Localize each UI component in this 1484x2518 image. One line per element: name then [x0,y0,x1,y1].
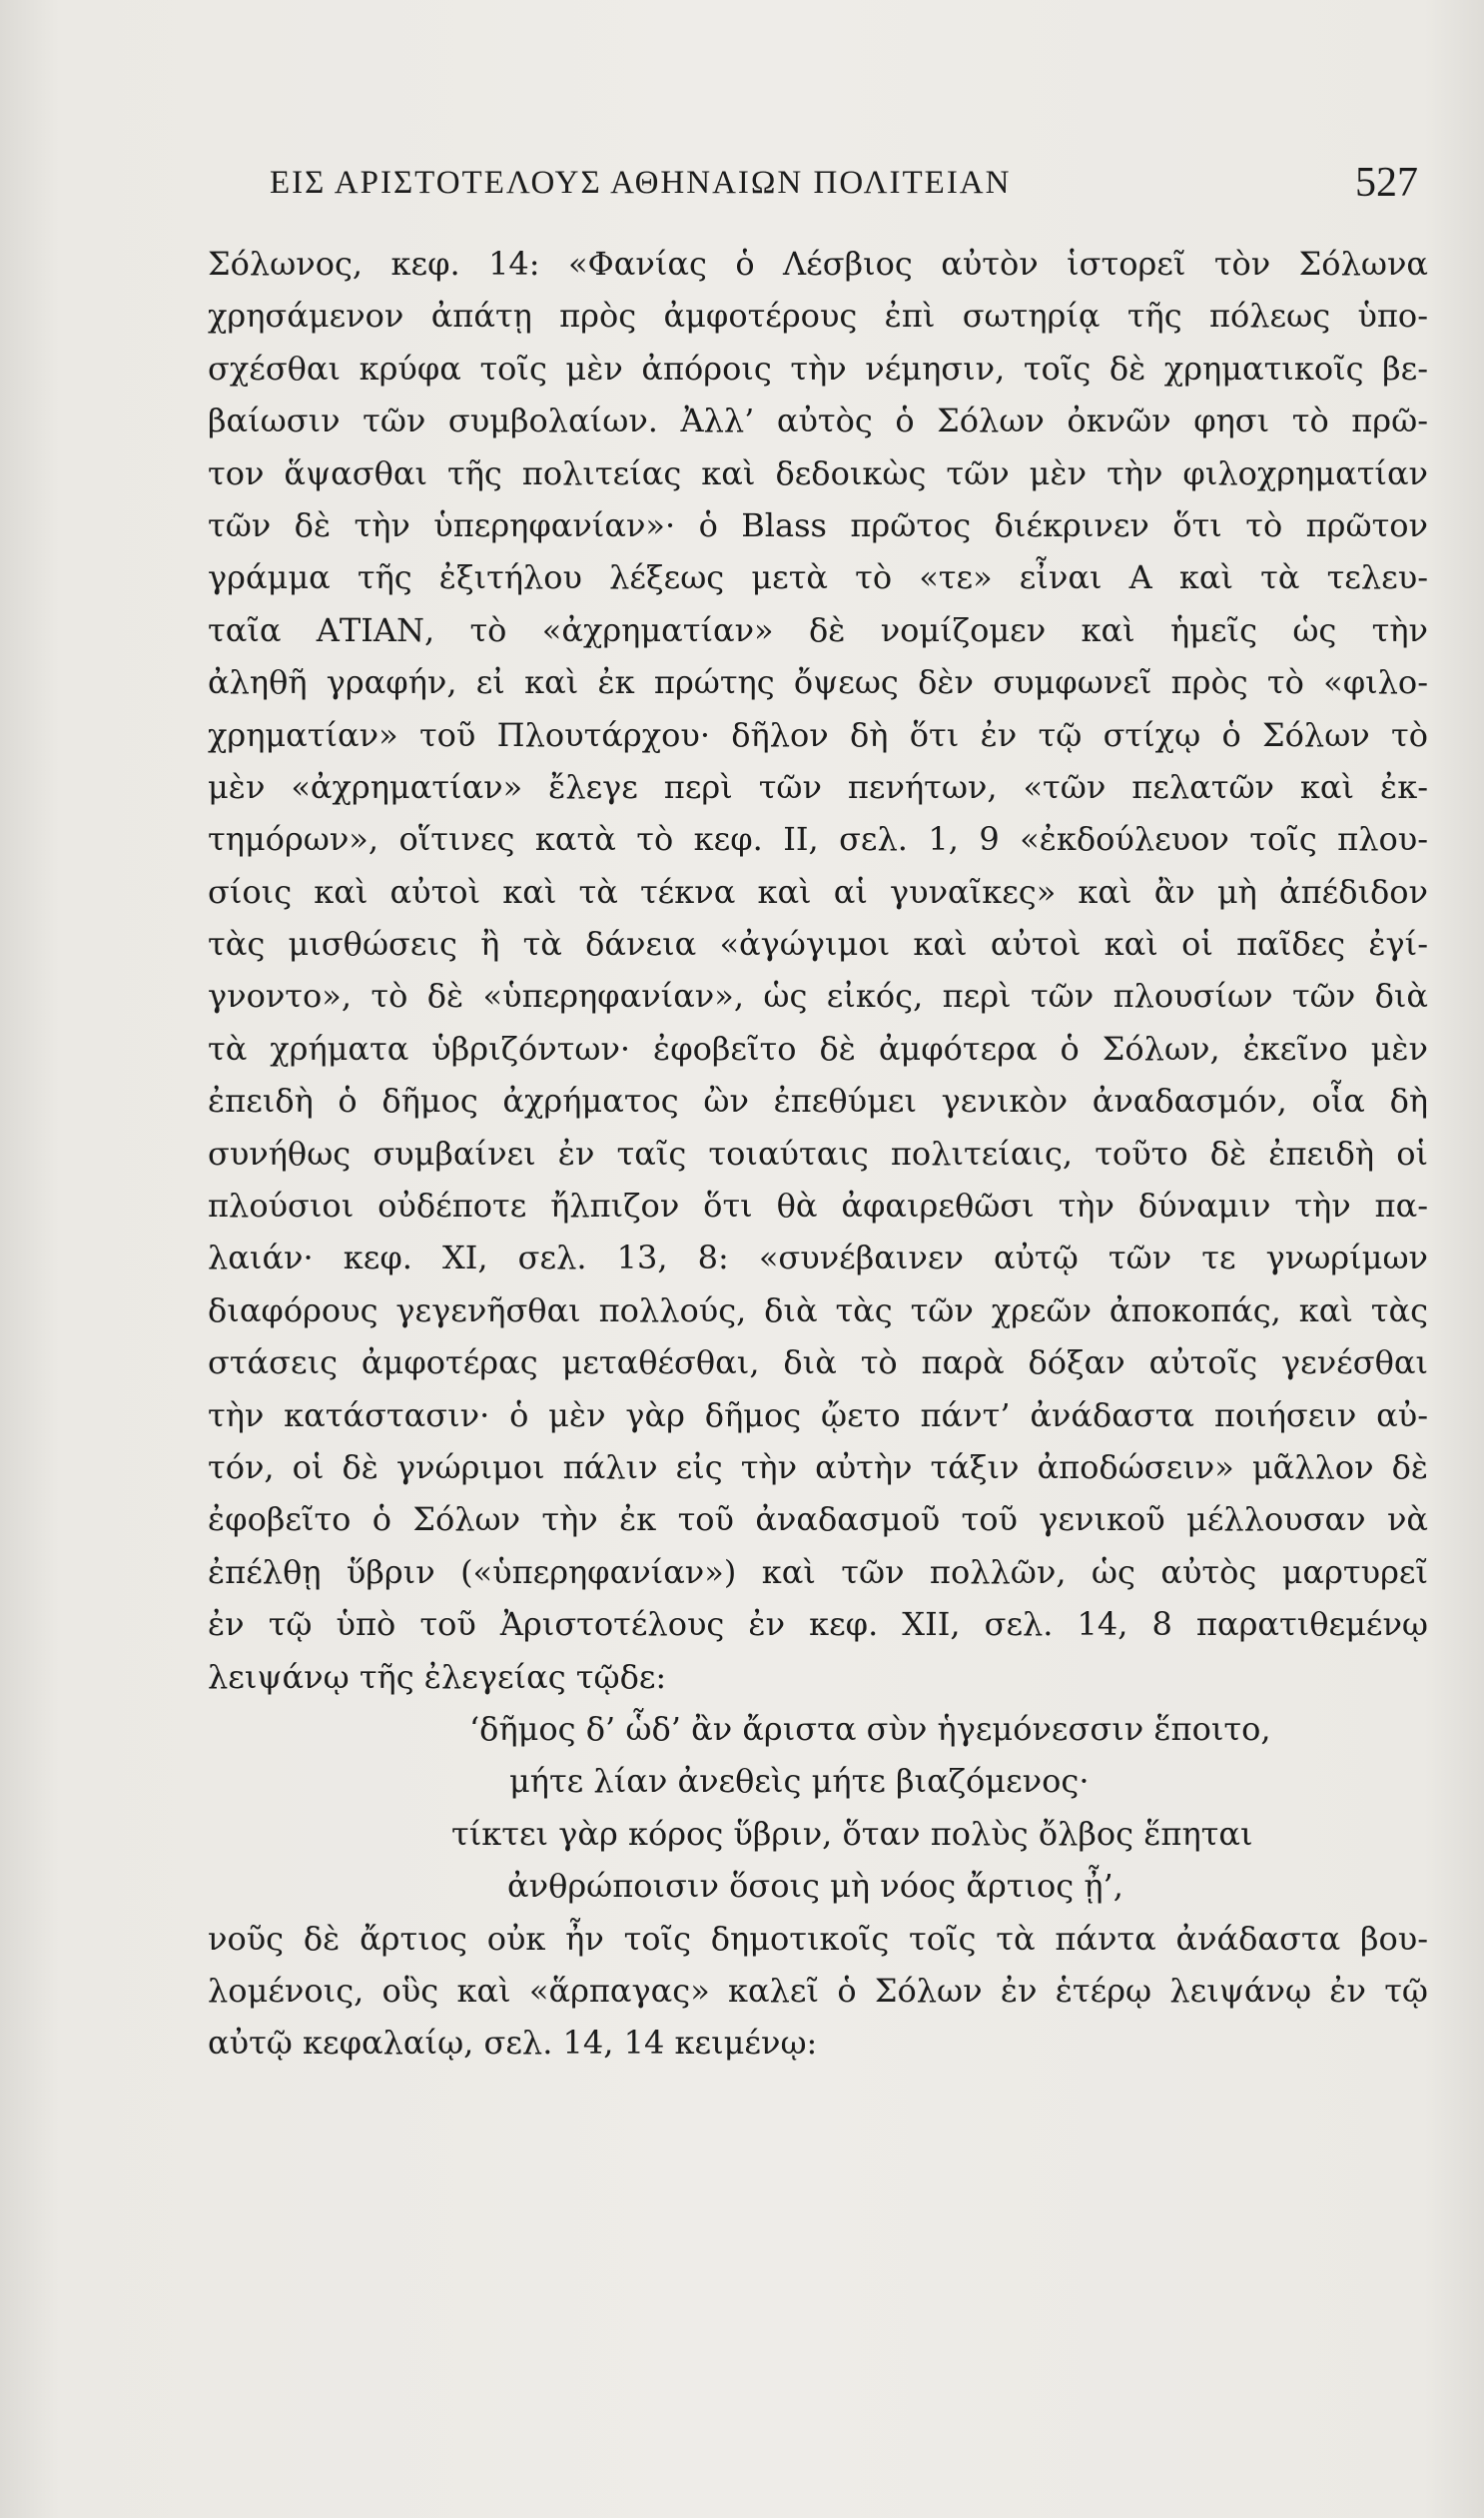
page-header [270,160,1418,215]
text-line: τὰ χρήματα ὑβριζόντων· ἐφοβεῖτο δὲ ἀμφότερα ὁ Σόλων, ἐκεῖνο μὲν [208,1029,1428,1068]
text-line: τὰς μισθώσεις ἢ τὰ δάνεια «ἀγώγιμοι καὶ αὐτοὶ καὶ οἱ παῖδες ἐγί- [208,925,1428,964]
verse-line: τίκτει γὰρ κόρος ὕβριν, ὅταν πολὺς ὄλβος ἕπηται [451,1814,1253,1853]
text-line: Σόλωνος, κεφ. 14: «Φανίας ὁ Λέσβιος αὐτὸν ἱστορεῖ τὸν Σόλωνα [208,245,1428,283]
text-line: λομένοις, οὓς καὶ «ἅρπαγας» καλεῖ ὁ Σόλων ἐν ἑτέρῳ λειψάνῳ ἐν τῷ [208,1971,1428,2010]
verse-line: ‘δῆμος δ’ ὧδ’ ἂν ἄριστα σὺν ἡγεμόνεσσιν ἕποιτο, [469,1709,1271,1748]
body-text [208,238,1428,2070]
text-line: βαίωσιν τῶν συμβολαίων. Ἀλλ’ αὐτὸς ὁ Σόλων ὀκνῶν φησι τὸ πρῶ- [208,402,1428,440]
text-line: σίοις καὶ αὐτοὶ καὶ τὰ τέκνα καὶ αἱ γυναῖκες» καὶ ἂν μὴ ἀπέδιδον [208,872,1428,911]
text-line: λειψάνῳ τῆς ἐλεγείας τῷδε: [208,1657,667,1696]
text-line: τόν, οἱ δὲ γνώριμοι πάλιν εἰς τὴν αὐτὴν τάξιν ἀποδώσειν» μᾶλλον δὲ [208,1447,1428,1486]
text-line: αὐτῷ κεφαλαίῳ, σελ. 14, 14 κειμένῳ: [208,2024,818,2063]
text-line: ἐφοβεῖτο ὁ Σόλων τὴν ἐκ τοῦ ἀναδασμοῦ τοῦ γενικοῦ μέλλουσαν νὰ [208,1500,1428,1539]
text-line: τον ἅψασθαι τῆς πολιτείας καὶ δεδοικὼς τῶν μὲν τὴν φιλοχρηματίαν [208,453,1428,492]
text-line: τὴν κατάστασιν· ὁ μὲν γὰρ δῆμος ᾤετο πάντ’ ἀνάδαστα ποιήσειν αὐ- [208,1395,1428,1434]
text-line: ἐν τῷ ὑπὸ τοῦ Ἀριστοτέλους ἐν κεφ. ΧΙΙ, σελ. 14, 8 παρατιθεμένῳ [208,1605,1428,1644]
text-line: σχέσθαι κρύφα τοῖς μὲν ἀπόροις τὴν νέμησιν, τοῖς δὲ χρηματικοῖς βε- [208,349,1428,388]
verse-quotation [208,1703,1428,1913]
text-line: ἐπέλθῃ ὕβριν («ὑπερηφανίαν») καὶ τῶν πολλῶν, ὡς αὐτὸς μαρτυρεῖ [208,1552,1428,1591]
verse-line: ἀνθρώποισιν ὅσοις μὴ νόος ἄρτιος ᾖ’, [507,1867,1123,1906]
text-line: λαιάν· κεφ. ΧΙ, σελ. 13, 8: «συνέβαινεν αὐτῷ τῶν τε γνωρίμων [208,1239,1428,1277]
text-line: γνοντο», τὸ δὲ «ὑπερηφανίαν», ὡς εἰκός, περὶ τῶν πλουσίων τῶν διὰ [208,977,1428,1016]
page-number: 527 [1355,160,1418,206]
text-line: πλούσιοι οὐδέποτε ἤλπιζον ὅτι θὰ ἀφαιρεθῶσι τὴν δύναμιν τὴν πα- [208,1187,1428,1226]
running-head: ΕΙΣ ΑΡΙΣΤΟΤΕΛΟΥΣ ΑΘΗΝΑΙΩΝ ΠΟΛΙΤΕΙΑΝ [270,165,1012,201]
text-line: διαφόρους γεγενῆσθαι πολλούς, διὰ τὰς τῶν χρεῶν ἀποκοπάς, καὶ τὰς [208,1290,1428,1329]
text-line: τῶν δὲ τὴν ὑπερηφανίαν»· ὁ Blass πρῶτος διέκρινεν ὅτι τὸ πρῶτον [208,505,1428,544]
text-line: χρηματίαν» τοῦ Πλουτάρχου· δῆλον δὴ ὅτι ἐν τῷ στίχῳ ὁ Σόλων τὸ [208,715,1428,754]
text-line: στάσεις ἀμφοτέρας μεταθέσθαι, διὰ τὸ παρὰ δόξαν αὐτοῖς γενέσθαι [208,1343,1428,1382]
text-line: ἐπειδὴ ὁ δῆμος ἀχρήματος ὢν ἐπεθύμει γενικὸν ἀναδασμόν, οἷα δὴ [208,1082,1428,1121]
text-line: τημόρων», οἵτινες κατὰ τὸ κεφ. ΙΙ, σελ. 1, 9 «ἐκδούλευον τοῖς πλου- [208,820,1428,859]
text-line: μὲν «ἀχρηματίαν» ἔλεγε περὶ τῶν πενήτων, «τῶν πελατῶν καὶ ἐκ- [208,767,1428,806]
text-line: συνήθως συμβαίνει ἐν ταῖς τοιαύταις πολιτείαις, τοῦτο δὲ ἐπειδὴ οἱ [208,1134,1428,1173]
text-line: γράμμα τῆς ἐξιτήλου λέξεως μετὰ τὸ «τε» εἶναι Α καὶ τὰ τελευ- [208,558,1428,597]
verse-line: μήτε λίαν ἀνεθεὶς μήτε βιαζόμενος· [509,1762,1090,1801]
text-line: ἀληθῆ γραφήν, εἰ καὶ ἐκ πρώτης ὄψεως δὲν συμφωνεῖ πρὸς τὸ «φιλο- [208,663,1428,702]
text-line: νοῦς δὲ ἄρτιος οὐκ ἦν τοῖς δημοτικοῖς τοῖς τὰ πάντα ἀνάδαστα βου- [208,1919,1428,1958]
text-line: ταῖα ΑΤΙΑΝ, τὸ «ἀχρηματίαν» δὲ νομίζομεν καὶ ἡμεῖς ὡς τὴν [208,610,1428,649]
text-line: χρησάμενον ἀπάτῃ πρὸς ἀμφοτέρους ἐπὶ σωτηρίᾳ τῆς πόλεως ὑπο- [208,297,1428,336]
